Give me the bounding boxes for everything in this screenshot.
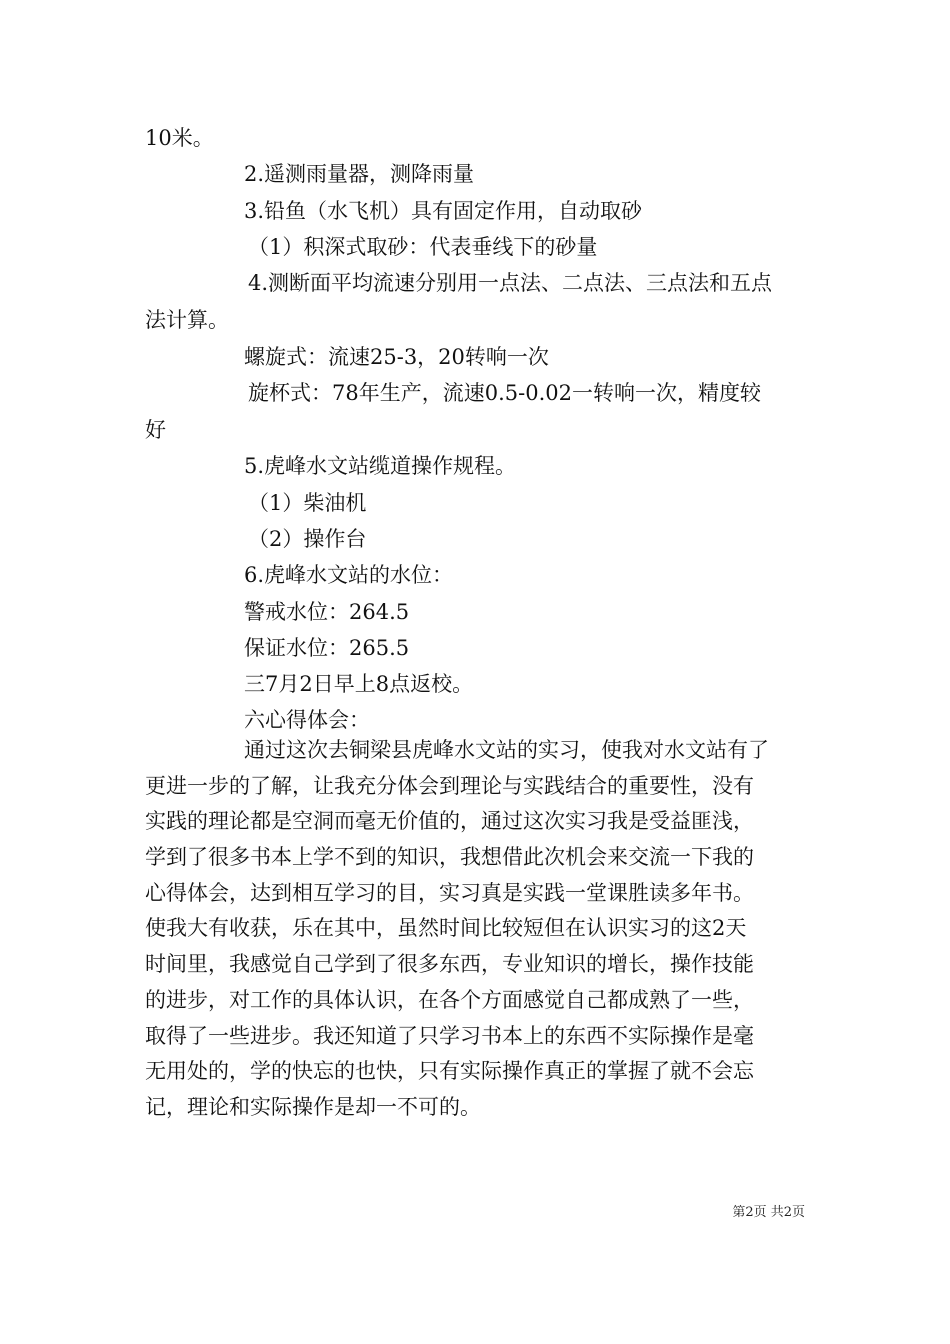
paragraph-line: 的进步，对工作的具体认识，在各个方面感觉自己都成熟了一些， [145, 987, 754, 1012]
paragraph-line: 通过这次去铜梁县虎峰水文站的实习，使我对水文站有了 [244, 738, 769, 762]
paragraph-line: 记，理论和实际操作是却一不可的。 [145, 1094, 481, 1119]
paragraph-line: 实践的理论都是空洞而毫无价值的，通过这次实习我是受益匪浅， [145, 809, 754, 834]
paragraph-line: 心得体会，达到相互学习的目，实习真是实践一堂课胜读多年书。 [145, 880, 754, 905]
paragraph-line: 更进一步的了解，让我充分体会到理论与实践结合的重要性，没有 [145, 773, 754, 798]
body-paragraph [145, 733, 805, 1126]
paragraph-line: 时间里，我感觉自己学到了很多东西，专业知识的增长，操作技能 [145, 952, 754, 977]
text-line: （1）柴油机 [248, 491, 367, 515]
text-line: 好 [145, 418, 166, 442]
text-line: 4.测断面平均流速分别用一点法、二点法、三点法和五点 [248, 271, 773, 295]
text-line: 三7月2日早上8点返校。 [244, 672, 474, 696]
section-heading: 六心得体会： [244, 708, 370, 732]
text-line: 法计算。 [145, 308, 229, 332]
paragraph-line: 取得了一些进步。我还知道了只学习书本上的东西不实际操作是毫 [145, 1023, 754, 1048]
text-line: （2）操作台 [248, 527, 367, 551]
text-line: 2.遥测雨量器，测降雨量 [244, 162, 475, 186]
text-line: 旋杯式：78年生产，流速0.5-0.02一转响一次，精度较 [248, 381, 761, 405]
paragraph-line: 学到了很多书本上学不到的知识，我想借此次机会来交流一下我的 [145, 845, 754, 870]
text-line: 6.虎峰水文站的水位： [244, 563, 454, 587]
paragraph-line: 使我大有收获，乐在其中，虽然时间比较短但在认识实习的这2天 [145, 916, 747, 941]
text-line: 警戒水位：264.5 [244, 600, 410, 624]
page-number-footer: 第2页 共2页 [732, 1205, 805, 1220]
text-line: 螺旋式：流速25-3，20转响一次 [244, 345, 549, 369]
paragraph-line: 无用处的，学的快忘的也快，只有实际操作真正的掌握了就不会忘 [145, 1059, 754, 1084]
text-line: 保证水位：265.5 [244, 636, 410, 660]
text-line: 5.虎峰水文站缆道操作规程。 [244, 454, 517, 478]
text-line: 3.铅鱼（水飞机）具有固定作用，自动取砂 [244, 199, 643, 223]
text-line: （1）积深式取砂：代表垂线下的砂量 [248, 235, 598, 259]
text-line: 10米。 [145, 126, 214, 150]
